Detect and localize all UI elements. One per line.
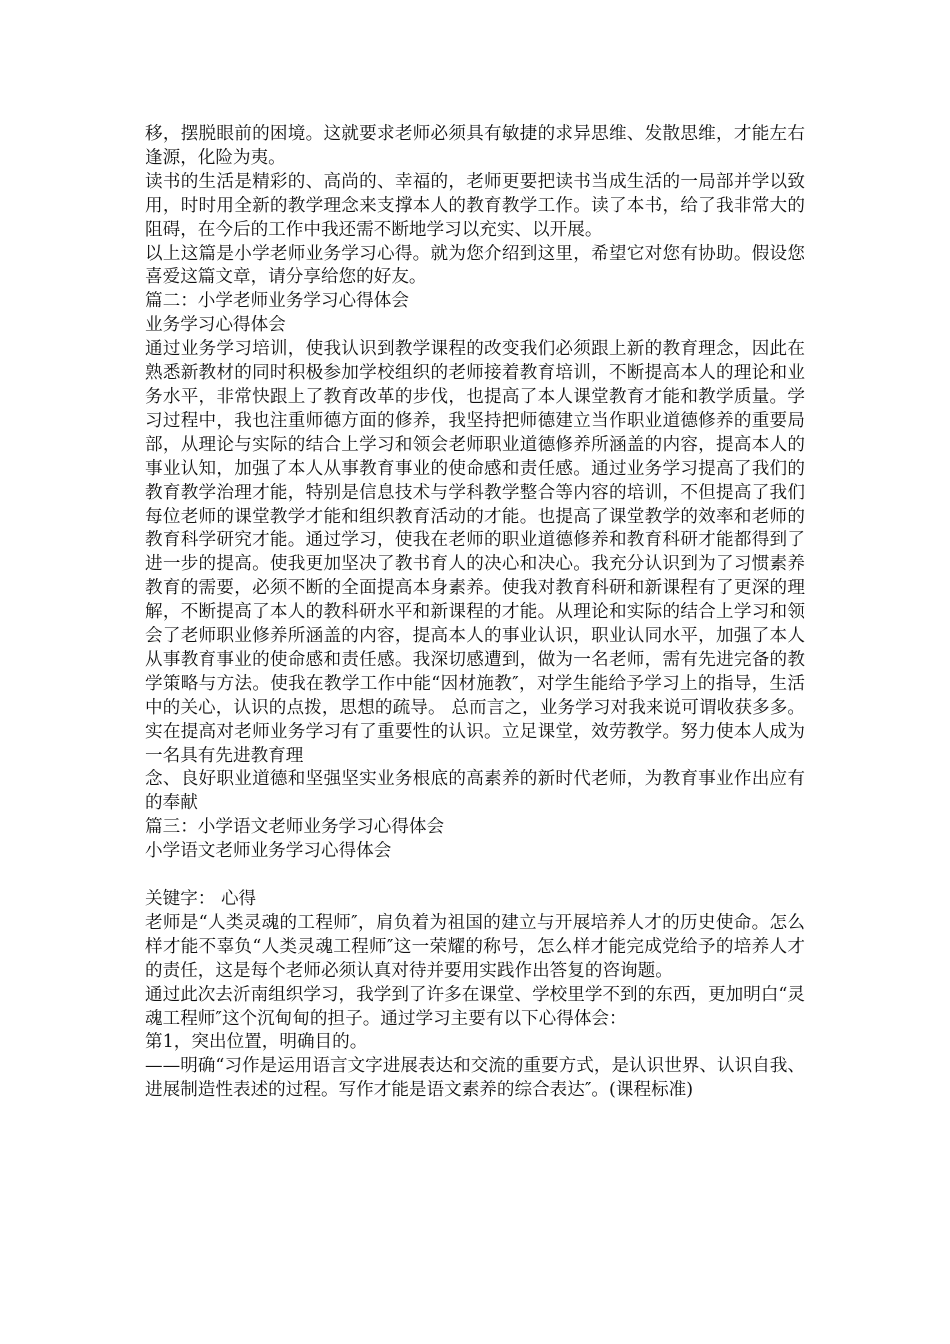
point-one-heading: 第1，突出位置，明确目的。 [145,1032,368,1053]
blank-line [145,864,805,888]
section-heading-part3: 篇三：小学语文老师业务学习心得体会 [145,817,445,838]
paragraph-continuation: 移，摆脱眼前的困境。这就要求老师必须具有敏捷的求异思维、发散思维，才能左右逢源，化险为夷。 [145,124,805,168]
paragraph-teacher-role: 老师是“人类灵魂的工程师″，肩负着为祖国的建立与开展培养人才的历史使命。怎么样才能不辜负“人类灵魂工程师″这一荣耀的称号，怎么样才能完成党给予的培养人才的责任，这是每个老师必须认真对待并要用实践作出答复的咨询题。 [145,912,805,981]
section-heading-part2: 篇二：小学老师业务学习心得体会 [145,291,409,312]
paragraph-closing: 以上这篇是小学老师业务学习心得。就为您介绍到这里，希望它对您有协助。假设您喜爱这篇文章，请分享给您的好友。 [145,243,805,288]
paragraph-reading: 读书的生活是精彩的、高尚的、幸福的，老师更要把读书当成生活的一局部并学以致用，时时用全新的教学理念来支撑本人的教育教学工作。读了本书，给了我非常大的阻碍，在今后的工作中我还需不断地学习以充实、以开展。 [145,171,805,240]
keywords-line: 关键字： 心得 [145,888,257,909]
section-subtitle-part3: 小学语文老师业务学习心得体会 [145,841,392,862]
section-subtitle-part2: 业务学习心得体会 [145,315,286,336]
document-body [145,123,805,1103]
paragraph-study-trip: 通过此次去沂南组织学习，我学到了许多在课堂、学校里学不到的东西，更加明白“灵魂工程师″这个沉甸甸的担子。通过学习主要有以下心得体会： [145,984,805,1029]
paragraph-part2-body: 通过业务学习培训，使我认识到教学课程的改变我们必须跟上新的教育理念，因此在熟悉新教材的同时积极参加学校组织的老师接着教育培训，不断提高本人的理论和业务水平，非常快跟上了教育改革的步伐，也提高了本人课堂教育才能和教学质量。学习过程中，我也注重师德方面的修养，我坚持把师德建立当作职业道德修养的重要局部，从理论与实际的结合上学习和领会老师职业道德修养所涵盖的内容，提高本人的事业认知，加强了本人从事教育事业的使命感和责任感。通过业务学习提高了我们的教育教学治理才能，特别是信息技术与学科教学整合等内容的培训，不但提高了我们每位老师的课堂教学才能和组织教育活动的才能。也提高了课堂教学的效率和老师的教育科学研究才能。通过学习，使我在老师的职业道德修养和教育科研才能都得到了进一步的提高。使我更加坚决了教书育人的决心和决心。我充分认识到为了习惯素养教育的需要，必须不断的全面提高本身素养。使我对教育科研和新课程有了更深的理解，不断提高了本人的教科研水平和新课程的才能。从理论和实际的结合上学习和领会了老师职业修养所涵盖的内容，提高本人的事业认识，职业认同水平，加强了本人从事教育事业的使命感和责任感。我深切感遭到，做为一名老师，需有先进完备的教学策略与方法。使我在教学工作中能“因材施教″，对学生能给予学习上的指导，生活中的关心，认识的点拨，思想的疏导。 总而言之，业务学习对我来说可谓收获多多。实在提高对老师业务学习有了重要性的认识。立足课堂，效劳教学。努力使本人成为一名具有先进教育理 [145,339,805,766]
paragraph-curriculum-quote: ——明确“习作是运用语言文字进展表达和交流的重要方式，是认识世界、认识自我、进展制造性表述的过程。写作才能是语文素养的综合表达″。(课程标准) [145,1056,805,1101]
paragraph-part2-ending: 念、良好职业道德和坚强坚实业务根底的高素养的新时代老师，为教育事业作出应有的奉献 [145,769,805,814]
